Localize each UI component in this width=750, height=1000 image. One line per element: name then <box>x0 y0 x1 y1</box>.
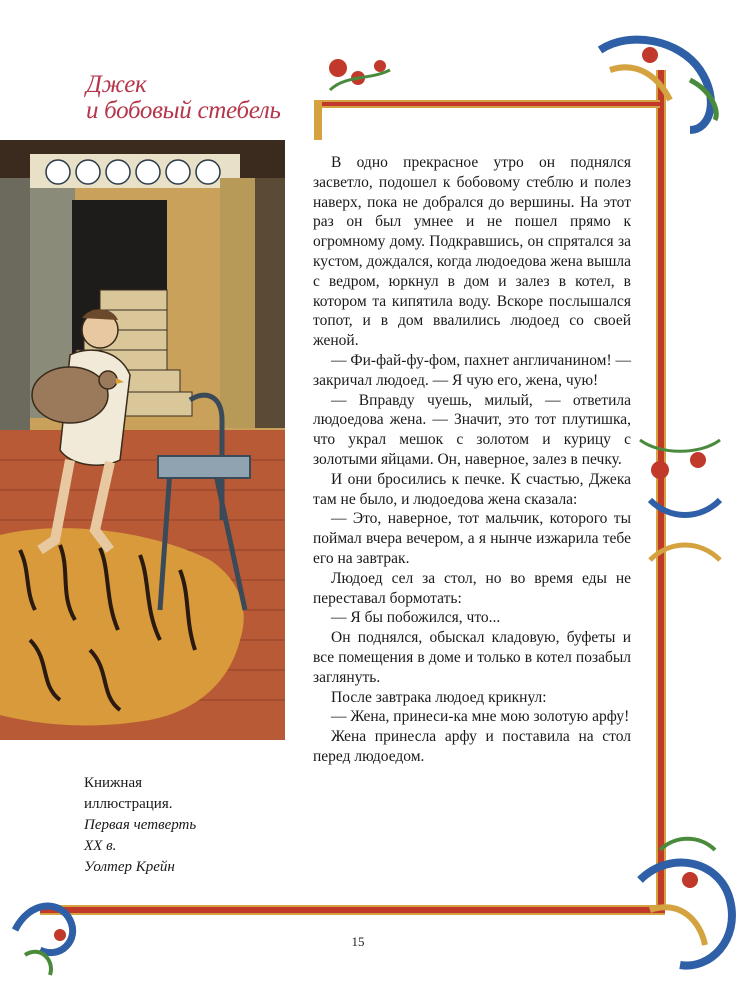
top-flower-ornament <box>329 59 390 90</box>
chapter-title <box>86 72 306 124</box>
paragraph: — Жена, принеси-ка мне мою золотую арфу! <box>331 708 630 726</box>
caption-line-1: Книжная <box>84 775 143 791</box>
bottom-right-corner-ornament <box>640 839 732 966</box>
chapter-title-line-1: Джек <box>86 71 147 98</box>
illustration-image-icon <box>0 140 285 740</box>
caption-line-2: иллюстрация. <box>84 796 173 812</box>
story-text <box>313 153 631 767</box>
paragraph: После завтрака людоед крикнул: <box>331 688 547 706</box>
paragraph: Жена принесла арфу и поставила на стол перед людоедом. <box>313 728 631 765</box>
top-right-corner-ornament <box>600 40 716 130</box>
chapter-title-line-2: и бобовый стебель <box>86 97 281 124</box>
paragraph: — Я бы побожился, что... <box>331 609 501 627</box>
paragraph: И они бросились к печке. К счастью, Джека там не было, и людоедова жена сказала: <box>313 470 631 508</box>
caption-line-4: XX в. <box>84 838 117 854</box>
page-number: 15 <box>351 934 365 949</box>
caption-line-3: Первая четверть <box>84 817 197 833</box>
paragraph: Людоед сел за стол, но во время еды не переставал бормотать: <box>313 569 631 607</box>
paragraph: В одно прекрасное утро он поднялся засветло, подошел к бобовому стеблю и полез наверх, пока не добрался до вершины. На этот раз он был умнее и не пошел прямо к огромному дому. Подкравшись, он спрятался за кустом, дождался, когда людоедова жена вышла с ведром, юркнул в дом и залез в котел, в котором та кипятила воду. Вскоре послышался топот, и в дом ввалились людоед со своей женой. <box>313 154 631 350</box>
paragraph: — Фи-фай-фу-фом, пахнет англичанином! — закричал людоед. — Я чую его, жена, чую! <box>313 351 631 389</box>
bottom-left-corner-ornament <box>15 906 73 975</box>
paragraph: — Это, наверное, тот мальчик, которого ты поймал вчера вечером, а я нынче изжарила тебе его на завтрак. <box>313 510 631 567</box>
paragraph: Он поднялся, обыскал кладовую, буфеты и все помещения в доме и только в котел позабыл заглянуть. <box>313 629 631 686</box>
paragraph: — Вправду чуешь, милый, — ответила людоедова жена. — Значит, это тот плутишка, что украл мешок с золотом и курицу с золотыми яйцами. Он, наверное, залез в печку. <box>313 391 631 468</box>
illustration-caption <box>84 773 274 878</box>
right-flower-ornament <box>640 440 720 560</box>
caption-line-5: Уолтер Крейн <box>84 859 175 875</box>
book-illustration <box>0 140 285 740</box>
